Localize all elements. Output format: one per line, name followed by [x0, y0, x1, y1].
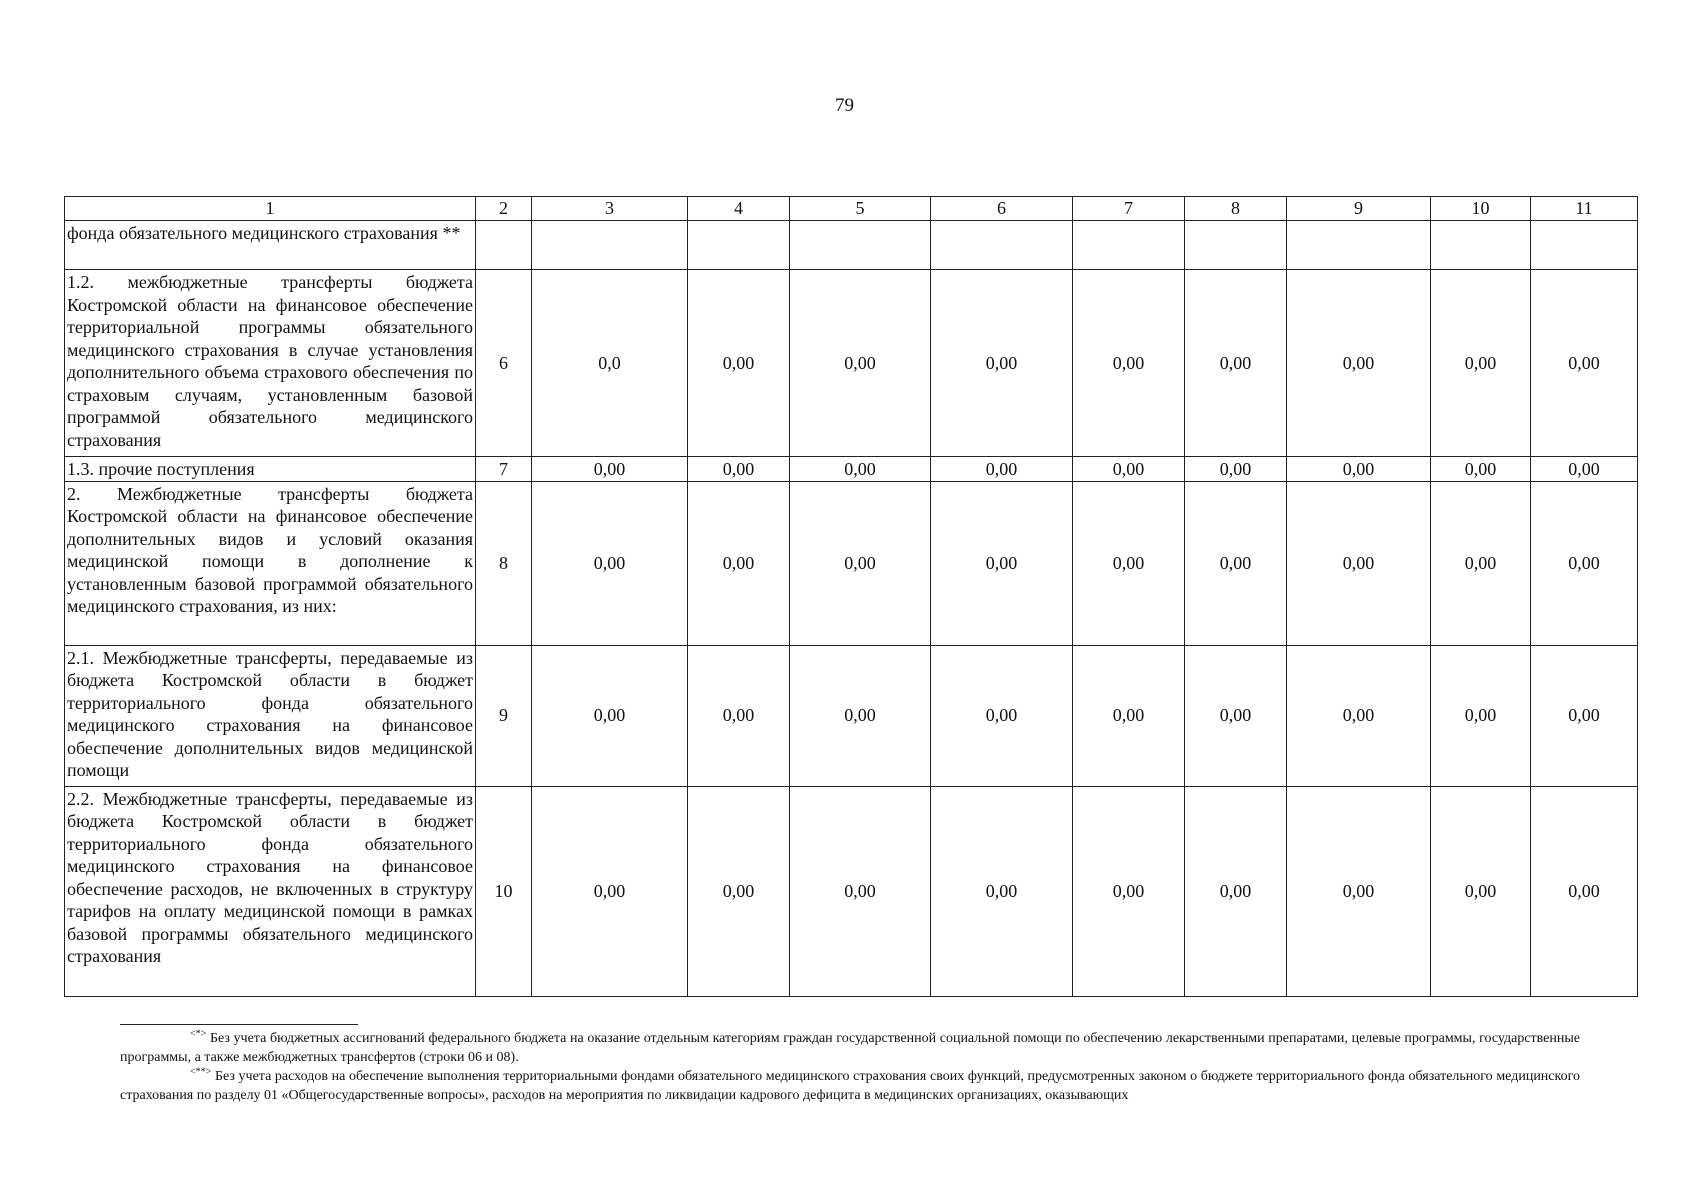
value-cell: 0,00	[1431, 457, 1531, 482]
value-cell: 0,0	[532, 270, 688, 457]
table-row	[65, 786, 1638, 996]
row-description: фонда обязательного медицинского страхования **	[65, 221, 476, 270]
value-cell: 0,00	[1431, 645, 1531, 786]
value-cell: 0,00	[1073, 457, 1185, 482]
value-cell: 0,00	[790, 645, 931, 786]
value-cell: 0,00	[1531, 270, 1638, 457]
value-cell: 0,00	[688, 481, 790, 645]
table-row	[65, 270, 1638, 457]
footnote-mark: <*>	[190, 1028, 207, 1040]
value-cell: 0,00	[1185, 645, 1287, 786]
row-description: 2.2. Межбюджетные трансферты, передаваемые из бюджета Костромской области в бюджет территориального фонда обязательного медицинского страхования на финансовое обеспечение расходов, не включенных в структуру тарифов на оплату медицинской помощи в рамках базовой программы обязательного медицинского страхования	[65, 786, 476, 996]
value-cell: 0,00	[1431, 786, 1531, 996]
row-code: 10	[476, 786, 532, 996]
value-cell: 0,00	[1287, 786, 1431, 996]
value-cell: 0,00	[532, 481, 688, 645]
header-cell: 7	[1073, 197, 1185, 221]
value-cell: 0,00	[931, 457, 1073, 482]
footnotes	[120, 1024, 1580, 1105]
value-cell: 0,00	[688, 270, 790, 457]
value-cell	[688, 221, 790, 270]
value-cell: 0,00	[790, 457, 931, 482]
value-cell: 0,00	[1531, 457, 1638, 482]
footnote	[120, 1029, 1580, 1067]
value-cell: 0,00	[1287, 481, 1431, 645]
value-cell	[1185, 221, 1287, 270]
value-cell	[1287, 221, 1431, 270]
value-cell: 0,00	[688, 786, 790, 996]
header-cell: 1	[65, 197, 476, 221]
value-cell	[1431, 221, 1531, 270]
header-cell: 8	[1185, 197, 1287, 221]
header-cell: 10	[1431, 197, 1531, 221]
value-cell: 0,00	[790, 270, 931, 457]
value-cell: 0,00	[931, 786, 1073, 996]
value-cell: 0,00	[790, 481, 931, 645]
value-cell	[1073, 221, 1185, 270]
value-cell: 0,00	[1073, 786, 1185, 996]
value-cell: 0,00	[1287, 270, 1431, 457]
value-cell	[790, 221, 931, 270]
footnote-divider	[120, 1024, 358, 1025]
row-code: 6	[476, 270, 532, 457]
value-cell: 0,00	[1185, 481, 1287, 645]
value-cell: 0,00	[1287, 645, 1431, 786]
footnote-text: Без учета расходов на обеспечение выполнения территориальными фондами обязательного медицинского страхования своих функций, предусмотренных законом о бюджете территориального фонда обязательного медицинского страхования по разделу 01 «Общегосударственные вопросы», расходов на мероприятия по ликвидации кадрового дефицита в медицинских организациях, оказывающих	[120, 1069, 1580, 1103]
value-cell: 0,00	[688, 645, 790, 786]
value-cell: 0,00	[931, 481, 1073, 645]
row-description: 2.1. Межбюджетные трансферты, передаваемые из бюджета Костромской области в бюджет территориального фонда обязательного медицинского страхования на финансовое обеспечение дополнительных видов медицинской помощи	[65, 645, 476, 786]
value-cell	[1531, 221, 1638, 270]
data-table	[64, 196, 1638, 997]
footnote	[120, 1067, 1580, 1105]
table-header-row	[65, 197, 1638, 221]
row-code: 9	[476, 645, 532, 786]
table-row	[65, 221, 1638, 270]
value-cell: 0,00	[1073, 645, 1185, 786]
value-cell: 0,00	[1431, 270, 1531, 457]
value-cell: 0,00	[688, 457, 790, 482]
header-cell: 2	[476, 197, 532, 221]
header-cell: 5	[790, 197, 931, 221]
header-cell: 3	[532, 197, 688, 221]
row-code	[476, 221, 532, 270]
value-cell: 0,00	[1431, 481, 1531, 645]
row-description: 1.2. межбюджетные трансферты бюджета Костромской области на финансовое обеспечение территориальной программы обязательного медицинского страхования в случае установления дополнительного объема страхового обеспечения по страховым случаям, установленным базовой программой обязательного медицинского страхования	[65, 270, 476, 457]
table-row	[65, 645, 1638, 786]
header-cell: 11	[1531, 197, 1638, 221]
value-cell: 0,00	[1531, 645, 1638, 786]
footnote-mark: <**>	[190, 1066, 212, 1078]
value-cell: 0,00	[532, 457, 688, 482]
value-cell: 0,00	[1185, 270, 1287, 457]
row-description: 2. Межбюджетные трансферты бюджета Костромской области на финансовое обеспечение дополнительных видов и условий оказания медицинской помощи в дополнение к установленным базовой программой обязательного медицинского страхования, из них:	[65, 481, 476, 645]
value-cell: 0,00	[1073, 270, 1185, 457]
header-cell: 4	[688, 197, 790, 221]
value-cell: 0,00	[1185, 457, 1287, 482]
header-cell: 6	[931, 197, 1073, 221]
value-cell: 0,00	[1185, 786, 1287, 996]
header-cell: 9	[1287, 197, 1431, 221]
table-row	[65, 457, 1638, 482]
value-cell: 0,00	[532, 645, 688, 786]
table-row	[65, 481, 1638, 645]
row-description: 1.3. прочие поступления	[65, 457, 476, 482]
value-cell: 0,00	[790, 786, 931, 996]
footnote-text: Без учета бюджетных ассигнований федерального бюджета на оказание отдельным категориям граждан государственной социальной помощи по обеспечению лекарственными препаратами, целевые программы, государственные программы, а также межбюджетных трансфертов (строки 06 и 08).	[120, 1031, 1580, 1065]
value-cell: 0,00	[931, 645, 1073, 786]
value-cell	[931, 221, 1073, 270]
value-cell: 0,00	[1531, 786, 1638, 996]
value-cell: 0,00	[532, 786, 688, 996]
value-cell: 0,00	[1073, 481, 1185, 645]
page-number: 79	[835, 95, 854, 116]
value-cell	[532, 221, 688, 270]
value-cell: 0,00	[931, 270, 1073, 457]
value-cell: 0,00	[1287, 457, 1431, 482]
row-code: 8	[476, 481, 532, 645]
row-code: 7	[476, 457, 532, 482]
value-cell: 0,00	[1531, 481, 1638, 645]
